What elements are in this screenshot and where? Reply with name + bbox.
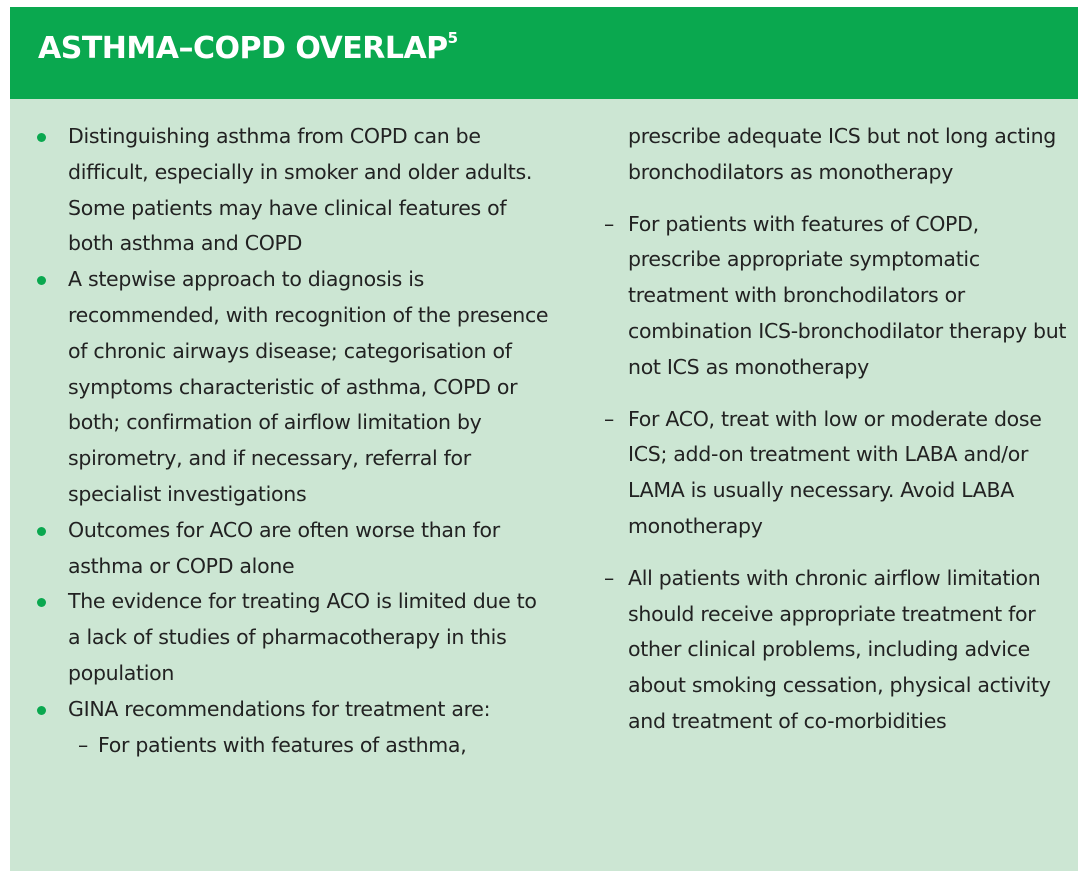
box-title	[38, 29, 458, 69]
sub-item	[598, 561, 1068, 740]
bullet-item	[32, 584, 552, 691]
bullet-dot-icon	[37, 598, 46, 607]
dash-marker: –	[78, 732, 88, 757]
bullet-dot-icon	[37, 133, 46, 142]
header-bar	[10, 7, 1078, 99]
bullet-text: Distinguishing asthma from COPD can be difficult, especially in smoker and older adults. Some patients may have clinical features of both asthma and COPD	[68, 124, 533, 256]
continued-text: prescribe adequate ICS but not long acting bronchodilators as monotherapy	[628, 124, 1057, 184]
right-column	[598, 119, 1068, 740]
dash-marker: –	[604, 211, 614, 236]
title-superscript: 5	[447, 29, 458, 47]
sub-item-text: For patients with features of asthma,	[98, 732, 467, 757]
bullet-dot-icon	[37, 706, 46, 715]
info-box	[10, 7, 1078, 871]
bullet-item	[32, 262, 552, 513]
sub-item	[598, 207, 1068, 386]
bullet-item	[32, 513, 552, 585]
sub-item-text: All patients with chronic airflow limitation should receive appropriate treatment for other clinical problems, including advice about smoking cessation, physical activity and treatment of co-morbidities	[628, 565, 1051, 733]
left-column	[32, 119, 552, 763]
sub-item	[68, 728, 552, 764]
bullet-dot-icon	[37, 527, 46, 536]
sub-item-text: For ACO, treat with low or moderate dose ICS; add-on treatment with LABA and/or LAMA is usually necessary. Avoid LABA monotherapy	[628, 406, 1042, 538]
dash-marker: –	[604, 565, 614, 590]
sub-item-text: For patients with features of COPD, prescribe appropriate symptomatic treatment with bronchodilators or combination ICS-bronchodilator therapy but not ICS as monotherapy	[628, 211, 1067, 379]
bullet-item	[32, 119, 552, 262]
bullet-text: Outcomes for ACO are often worse than for asthma or COPD alone	[68, 517, 500, 578]
bullet-item	[32, 692, 552, 728]
bullet-text: The evidence for treating ACO is limited due to a lack of studies of pharmacotherapy in this population	[68, 589, 537, 685]
bullet-text: A stepwise approach to diagnosis is recommended, with recognition of the presence of chronic airways disease; categorisation of symptoms characteristic of asthma, COPD or both; confirmation of airflow limitation by spirometry, and if necessary, referral for specialist investigations	[68, 267, 549, 506]
dash-marker: –	[604, 406, 614, 431]
bullet-dot-icon	[37, 276, 46, 285]
title-text: ASTHMA–COPD OVERLAP	[38, 31, 448, 66]
sub-item	[598, 402, 1068, 545]
bullet-text: GINA recommendations for treatment are:	[68, 696, 491, 721]
